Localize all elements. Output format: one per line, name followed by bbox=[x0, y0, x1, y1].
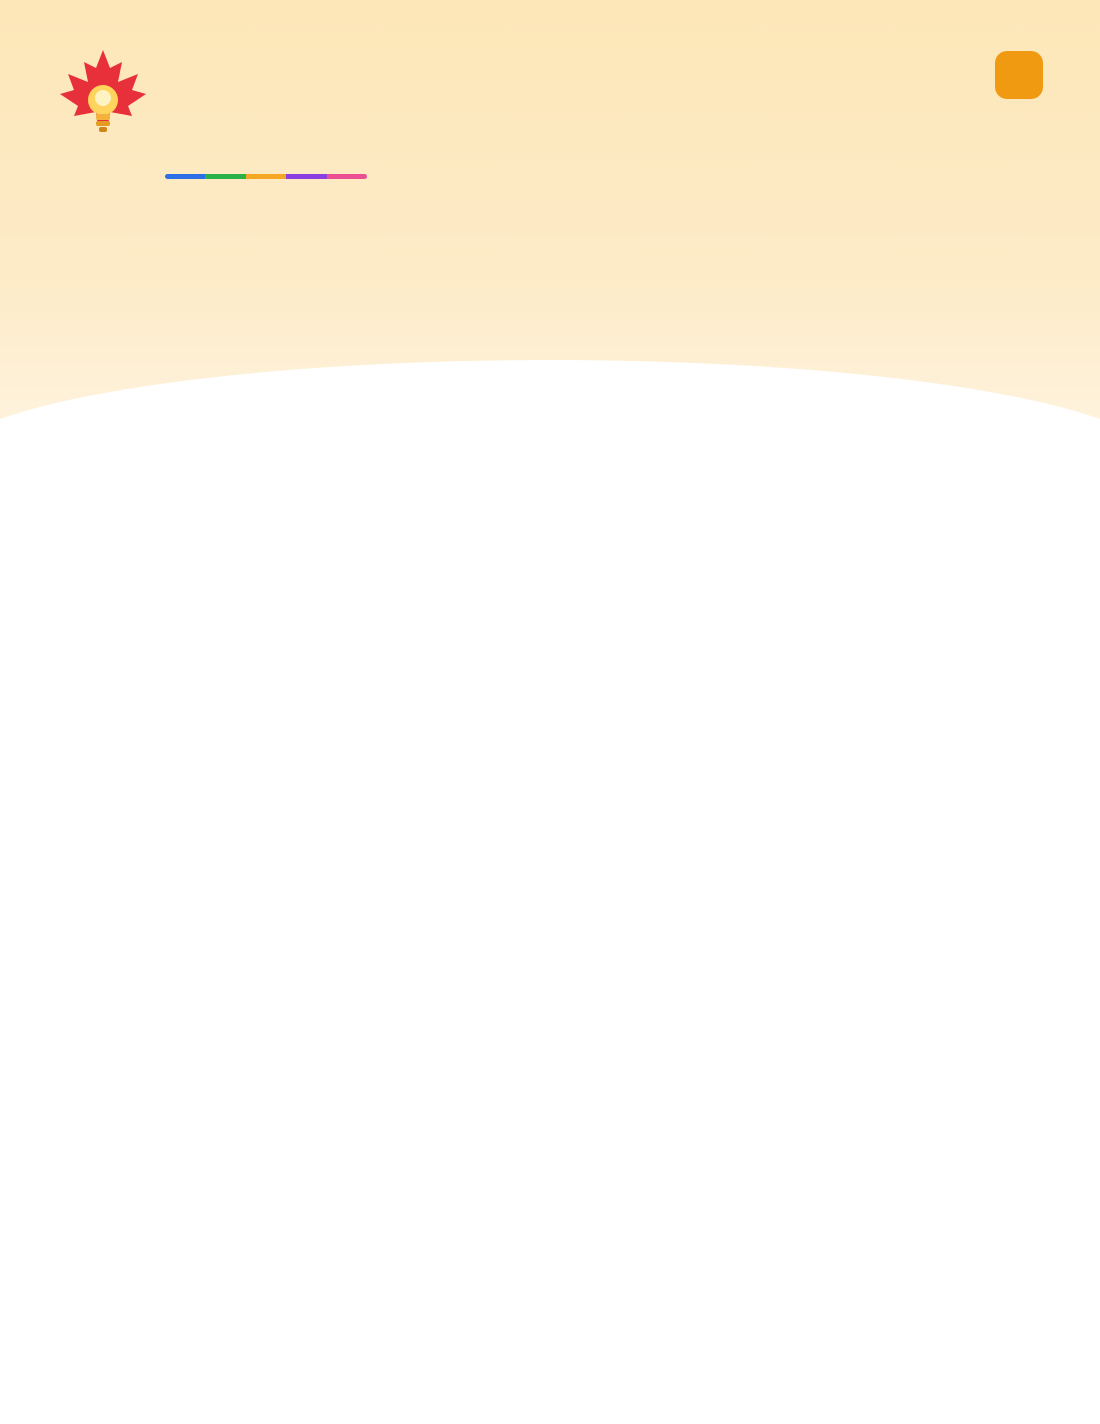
level-badge bbox=[995, 51, 1043, 99]
maple-leaf-lightbulb-icon bbox=[58, 48, 148, 144]
rainbow-divider bbox=[165, 174, 367, 179]
background-wave bbox=[0, 360, 1100, 620]
page-header bbox=[0, 0, 1100, 200]
